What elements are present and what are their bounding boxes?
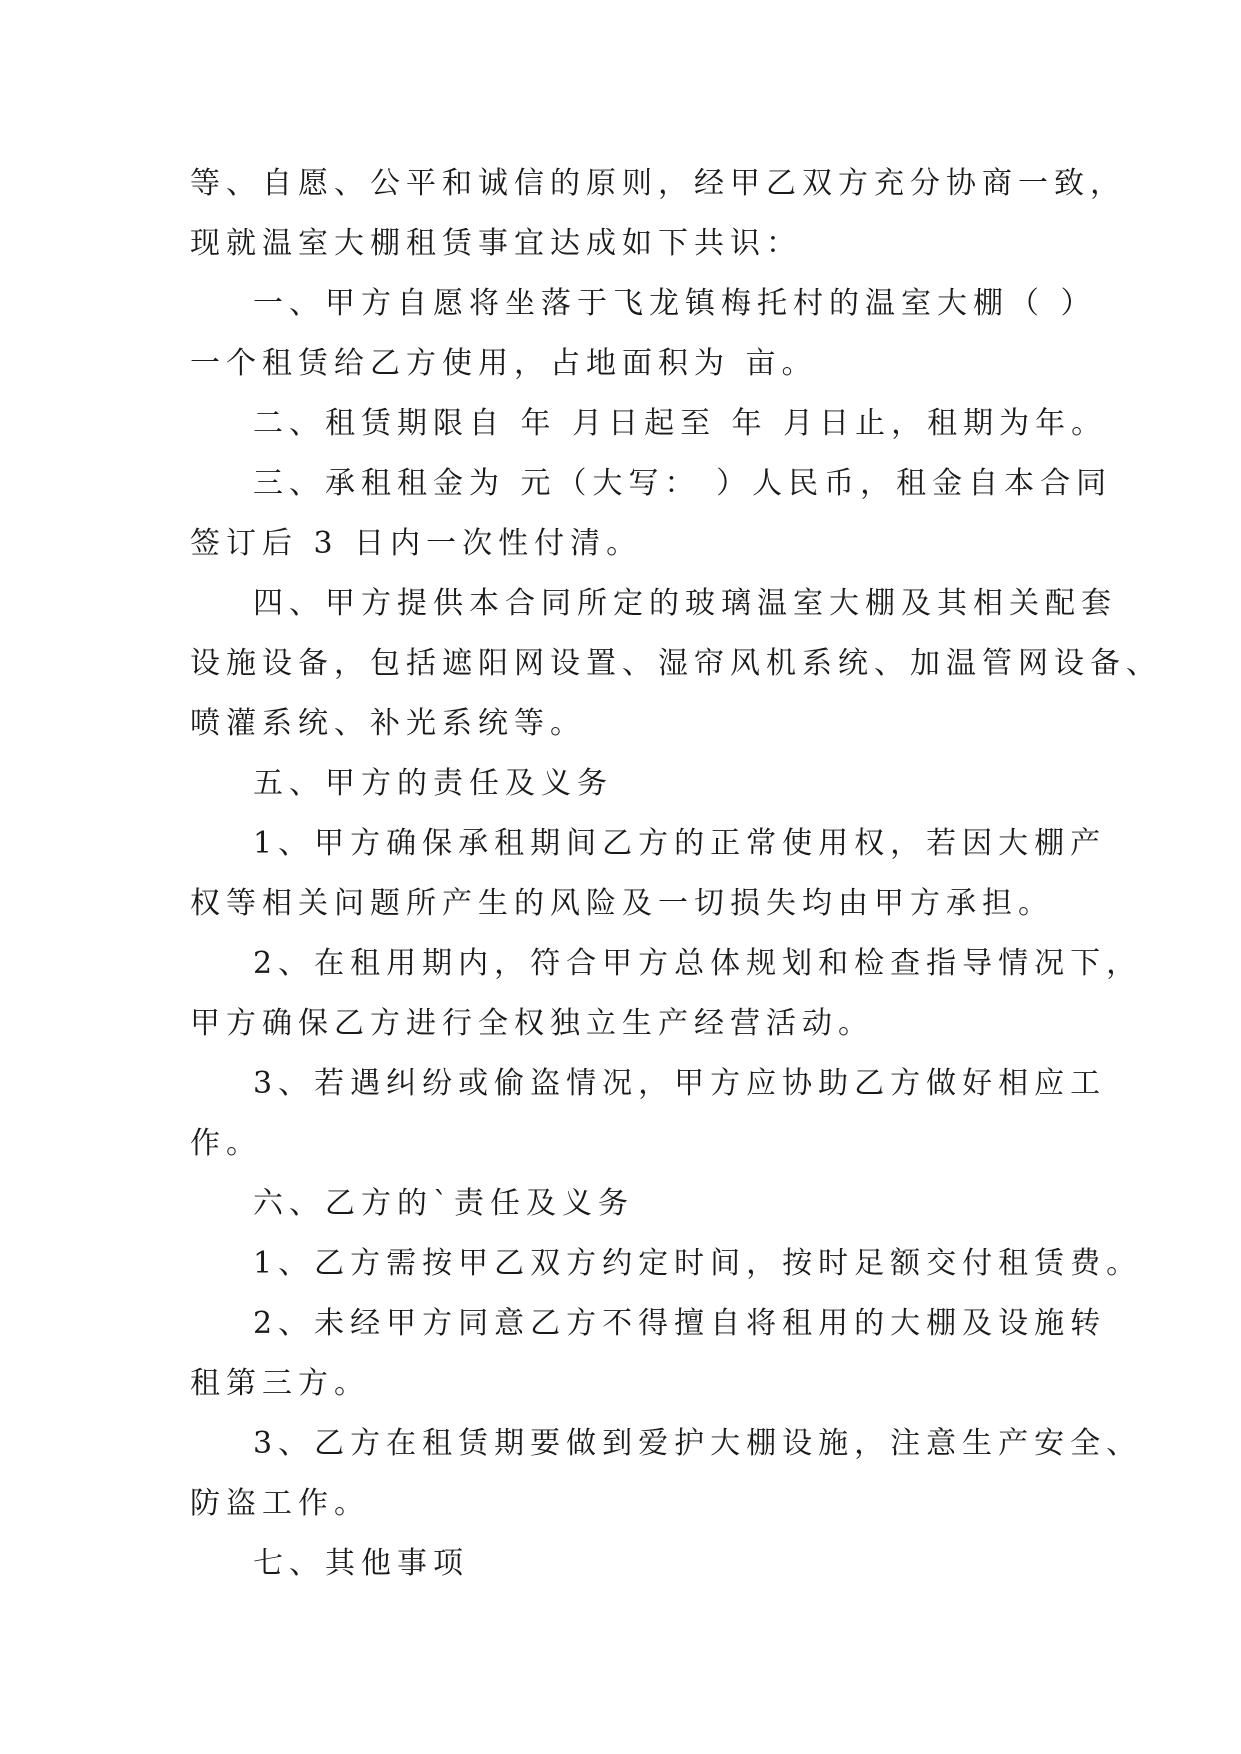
party-a-item-line: 作。 bbox=[190, 1126, 262, 1161]
party-a-item-line: 1、甲方确保承租期间乙方的正常使用权，若因大棚产 bbox=[253, 826, 1107, 861]
party-b-item-line: 防盗工作。 bbox=[190, 1486, 370, 1521]
clause-3-line: 签订后 3 日内一次性付清。 bbox=[190, 526, 643, 561]
clause-3-line: 三、承租租金为 元（大写： ）人民币，租金自本合同 bbox=[253, 466, 1113, 501]
clause-4-line: 喷灌系统、补光系统等。 bbox=[190, 706, 586, 741]
party-b-item-line: 1、乙方需按甲乙双方约定时间，按时足额交付租赁费。 bbox=[253, 1246, 1143, 1281]
section-heading-other: 七、其他事项 bbox=[253, 1546, 469, 1581]
clause-1-line: 一个租赁给乙方使用，占地面积为 亩。 bbox=[190, 346, 818, 381]
party-a-item-line: 3、若遇纠纷或偷盗情况，甲方应协助乙方做好相应工 bbox=[253, 1066, 1107, 1101]
party-a-item-line: 权等相关问题所产生的风险及一切损失均由甲方承担。 bbox=[190, 886, 1054, 921]
paragraph-line: 现就温室大棚租赁事宜达成如下共识： bbox=[190, 226, 802, 261]
party-b-item-line: 租第三方。 bbox=[190, 1366, 370, 1401]
party-a-item-line: 甲方确保乙方进行全权独立生产经营活动。 bbox=[190, 1006, 874, 1041]
party-b-item-line: 3、乙方在租赁期要做到爱护大棚设施，注意生产安全、 bbox=[253, 1426, 1143, 1461]
clause-1-line: 一、甲方自愿将坐落于飞龙镇梅托村的温室大棚（ ） bbox=[253, 286, 1097, 321]
clause-2-line: 二、租赁期限自 年 月日起至 年 月日止，租期为年。 bbox=[253, 406, 1108, 441]
paragraph-line: 等、自愿、公平和诚信的原则，经甲乙双方充分协商一致， bbox=[190, 166, 1126, 201]
section-heading-party-b: 六、乙方的`责任及义务 bbox=[253, 1186, 634, 1221]
party-a-item-line: 2、在租用期内，符合甲方总体规划和检查指导情况下， bbox=[253, 946, 1143, 981]
clause-4-line: 四、甲方提供本合同所定的玻璃温室大棚及其相关配套 bbox=[253, 586, 1117, 621]
clause-4-line: 设施设备，包括遮阳网设置、湿帘风机系统、加温管网设备、 bbox=[190, 646, 1162, 681]
section-heading-party-a: 五、甲方的责任及义务 bbox=[253, 766, 613, 801]
party-b-item-line: 2、未经甲方同意乙方不得擅自将租用的大棚及设施转 bbox=[253, 1306, 1107, 1341]
